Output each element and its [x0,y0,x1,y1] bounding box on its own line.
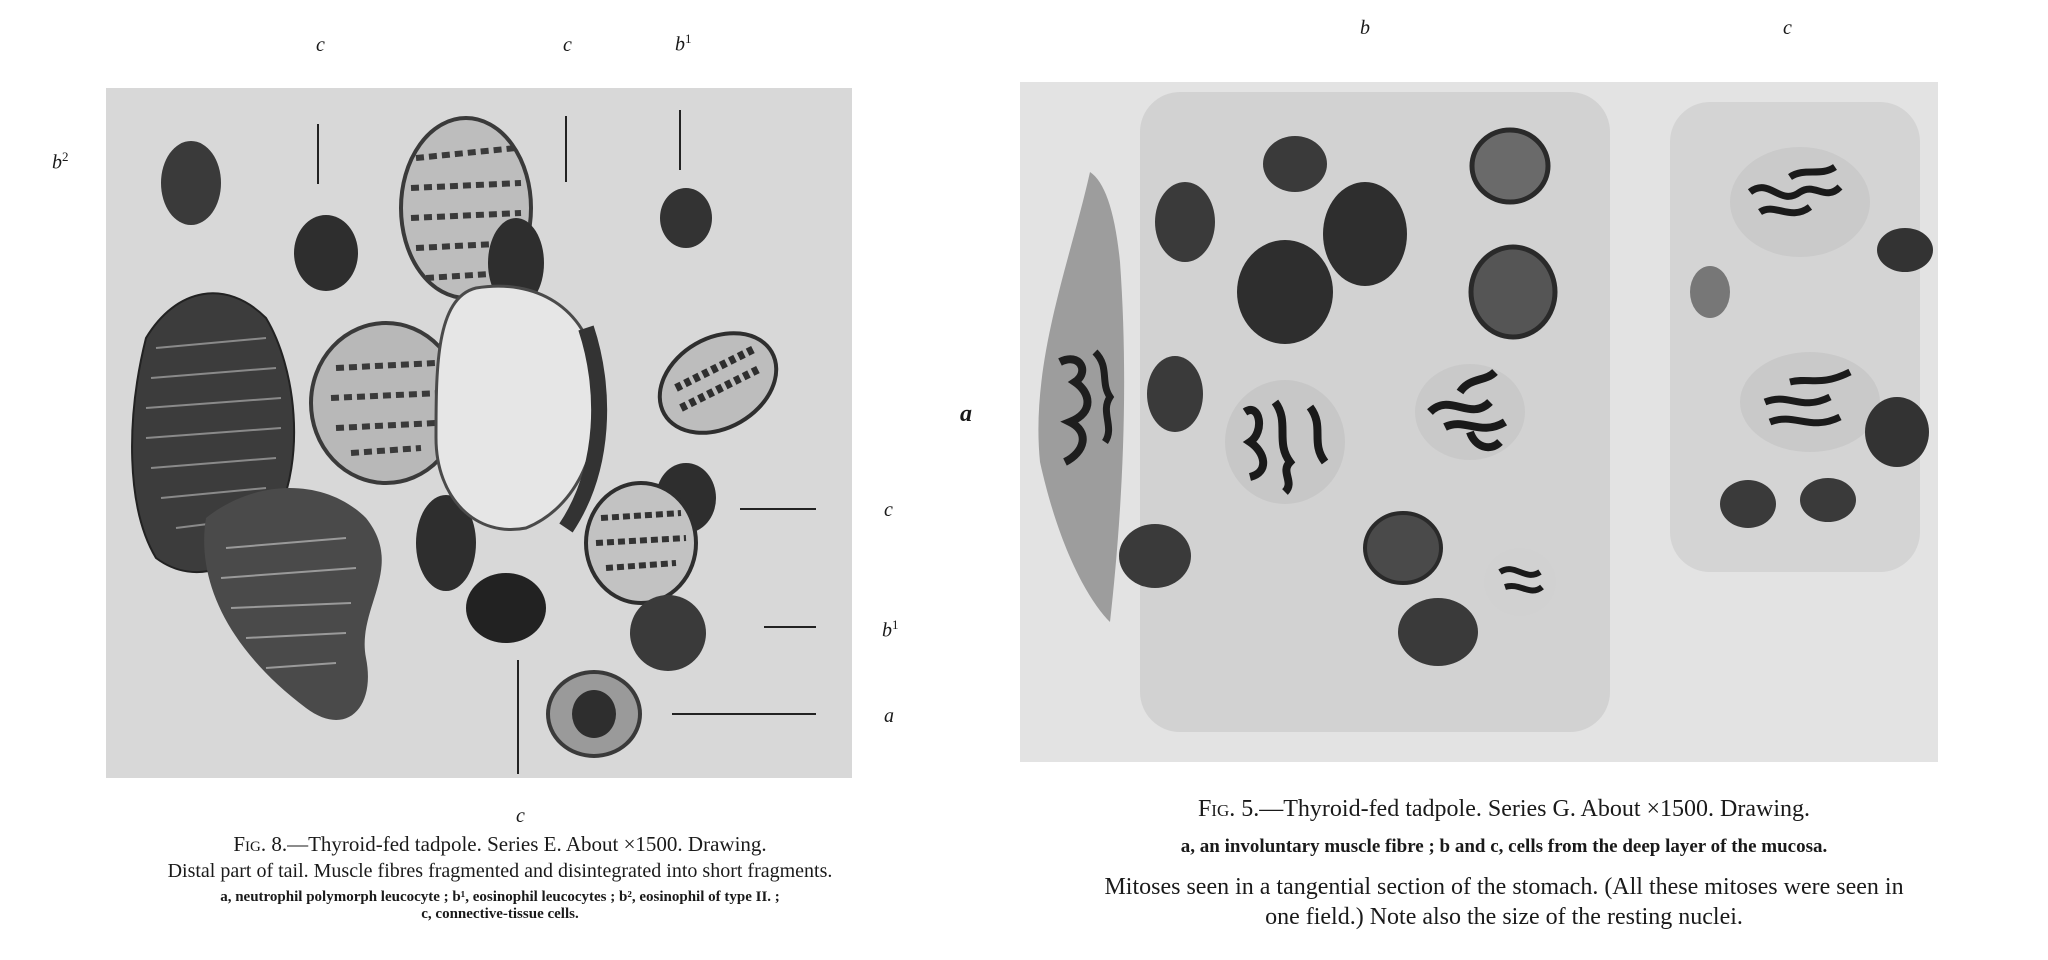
figure-8-caption-line2: Distal part of tail. Muscle fibres fragmented and disintegrated into short fragments. [167,860,833,882]
label-b1-top: $b^1$ [675,31,692,56]
label-c-top: c [1783,17,1792,39]
leader-line [517,660,519,774]
figure-8 [0,0,1000,960]
figure-5-caption-line2: a, an involuntary muscle fibre ; b and c, cells from the deep layer of the mucosa. [1180,836,1828,857]
label-c-top-mid: c [563,34,572,56]
leader-line [672,713,816,715]
figure-5-micrograph [1020,82,1938,762]
label-b-top: b [1360,17,1370,39]
leader-line [764,626,816,628]
label-c-right: c [884,499,893,521]
label-c-bottom: c [516,805,525,827]
figure-5-caption-line3: Mitoses seen in a tangential section of the stomach. (All these mitoses were seen in [1104,874,1904,900]
label-a-right: a [884,705,894,727]
label-b1-right: $b^1$ [882,617,899,642]
leader-line [679,110,681,170]
figure-5-caption-line4: one field.) Note also the size of the resting nuclei. [1265,904,1743,930]
figure-5-caption-line1: Fig. 5.—Thyroid-fed tadpole. Series G. About ×1500. Drawing. [1197,796,1811,822]
figure-5-drawing [1020,82,1938,762]
label-c-top-left: c [316,34,325,56]
figure-8-drawing [106,88,852,778]
leader-line [565,116,567,182]
figure-8-caption-line4: c, connective-tissue cells. [421,906,579,922]
leader-line [317,124,319,184]
label-a-left: a [960,401,972,427]
figure-8-caption-line1: Fig. 8.—Thyroid-fed tadpole. Series E. About ×1500. Drawing. [233,832,767,856]
figure-5 [960,0,2048,960]
figure-8-micrograph [106,88,852,778]
figure-8-caption-line3: a, neutrophil polymorph leucocyte ; b¹, eosinophil leucocytes ; b², eosinophil of type II. ; [220,889,780,905]
label-b2-left: $b^2$ [52,149,69,174]
leader-line [740,508,816,510]
